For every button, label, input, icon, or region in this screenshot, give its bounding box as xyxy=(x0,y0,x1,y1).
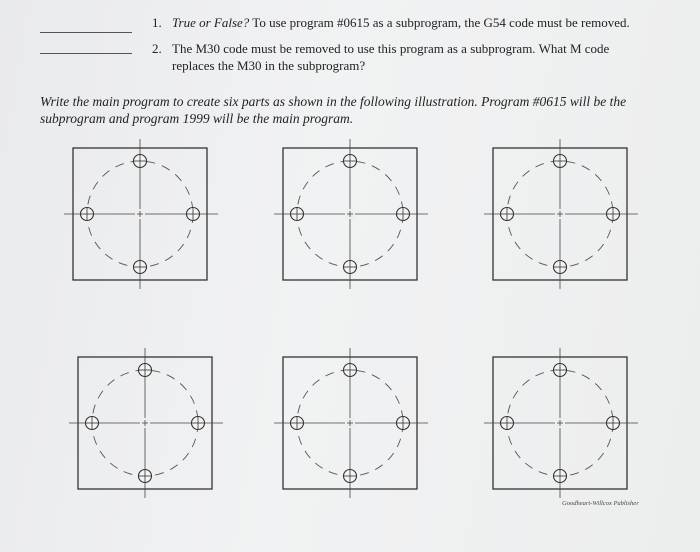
part-svg xyxy=(492,147,630,281)
question-1 xyxy=(152,14,630,31)
instruction-line-1: Write the main program to create six parts as shown in the following illustration. Program #0615 will be the xyxy=(40,94,627,109)
part-drawing xyxy=(492,356,630,490)
part-drawing xyxy=(72,147,210,281)
part-drawing xyxy=(282,356,420,490)
question-text-line-1: The M30 code must be removed to use this program as a subprogram. What M code xyxy=(172,41,610,56)
question-text: To use program #0615 as a subprogram, the G54 code must be removed. xyxy=(249,15,630,30)
question-number: 1. xyxy=(152,15,162,30)
part-svg xyxy=(282,147,420,281)
answer-blank-2[interactable] xyxy=(40,53,132,54)
question-2 xyxy=(152,40,609,74)
publisher-credit: Goodheart-Willcox Publisher xyxy=(562,500,639,507)
answer-blank-1[interactable] xyxy=(40,32,132,33)
part-drawing xyxy=(492,147,630,281)
part-svg xyxy=(72,147,210,281)
part-svg xyxy=(77,356,215,490)
part-drawing xyxy=(282,147,420,281)
instruction-line-2: subprogram and program 1999 will be the main program. xyxy=(40,111,354,126)
question-lead: True or False? xyxy=(172,15,250,30)
question-number: 2. xyxy=(152,41,162,56)
part-svg xyxy=(282,356,420,490)
instruction xyxy=(40,93,660,127)
part-drawing xyxy=(77,356,215,490)
part-svg xyxy=(492,356,630,490)
question-text-line-2: replaces the M30 in the subprogram? xyxy=(172,58,366,73)
